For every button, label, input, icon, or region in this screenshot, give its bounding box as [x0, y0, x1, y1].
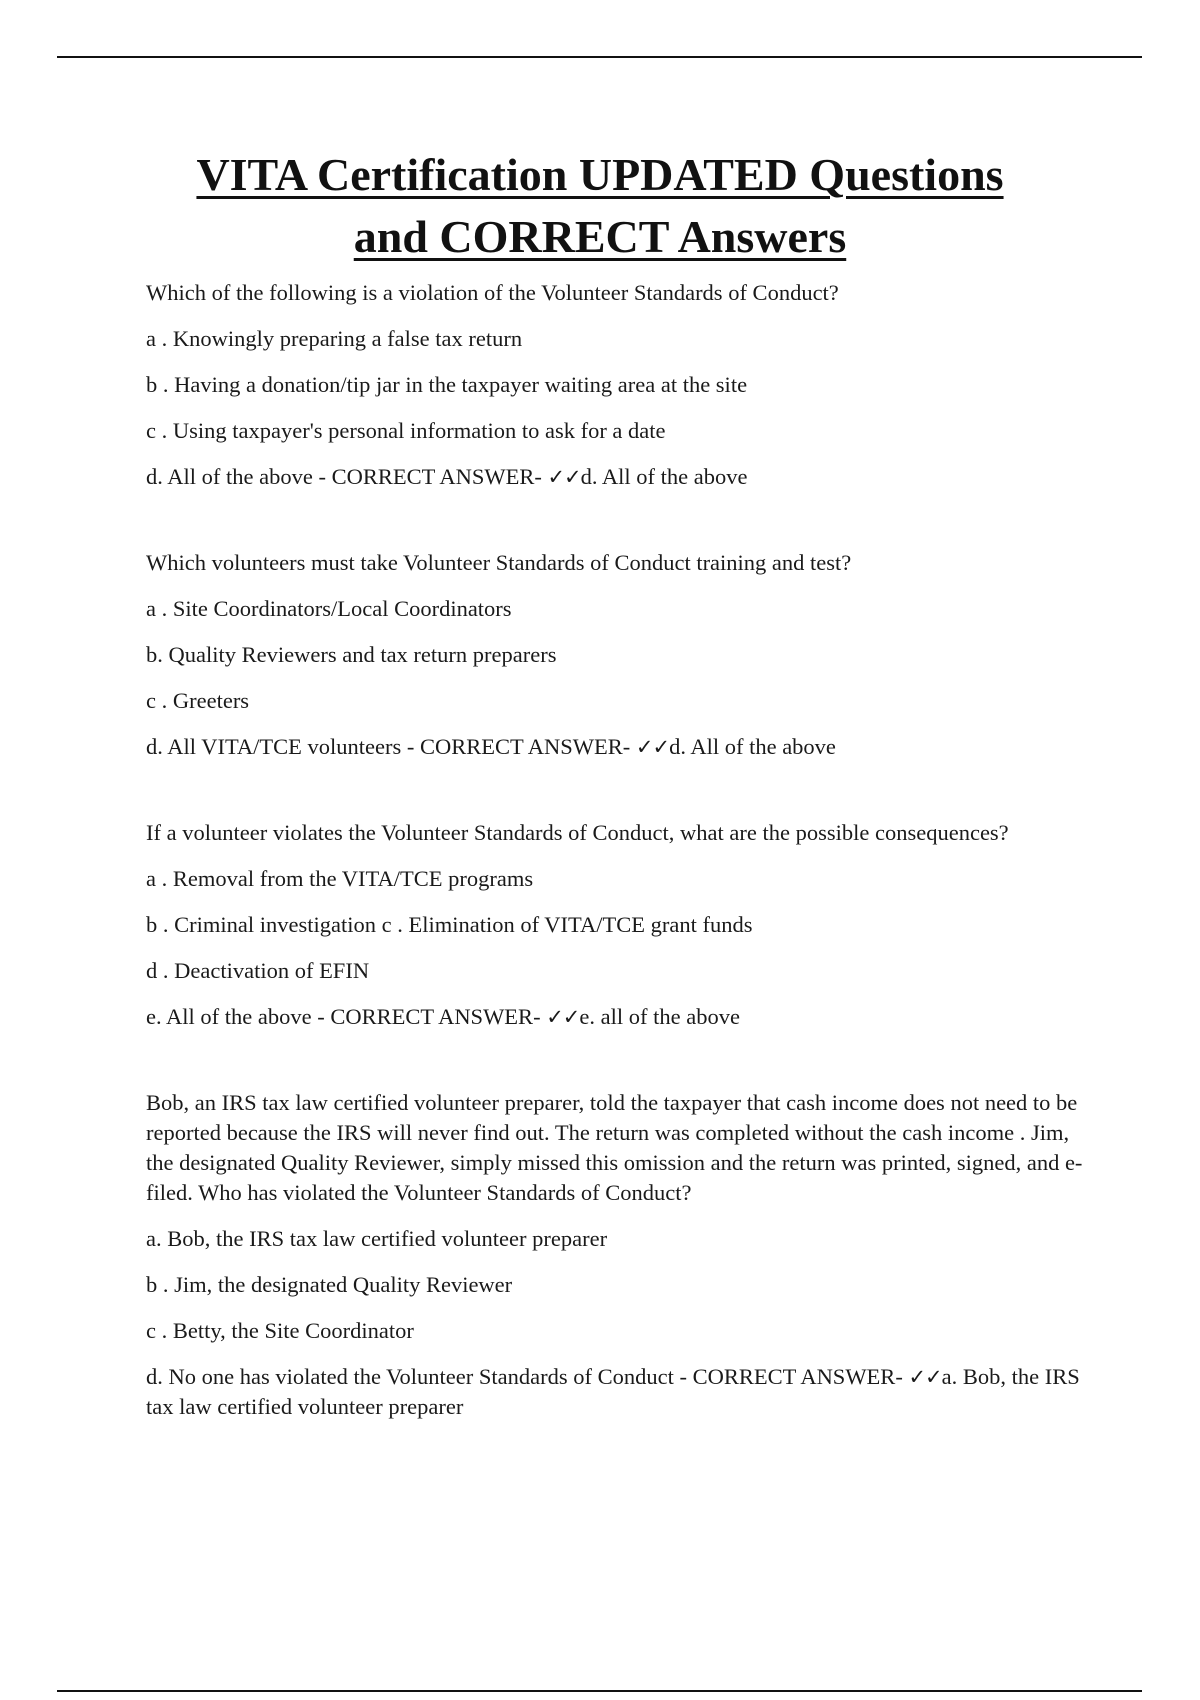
question-text: Bob, an IRS tax law certified volunteer preparer, told the taxpayer that cash income does not need to be reported because the IRS will never find out. The return was completed without the cash income . Jim, the designated Quality Reviewer, simply missed this omission and the return was printed, signed, and e-filed. Who has violated the Volunteer Standards of Conduct? — [146, 1090, 1083, 1205]
correct-answer-marker: - CORRECT ANSWER- — [318, 464, 542, 489]
double-check-icon: ✓✓ — [908, 1365, 942, 1389]
option-a: a . Knowingly preparing a false tax return — [146, 326, 523, 351]
option-b: b. Quality Reviewers and tax return preparers — [146, 642, 557, 667]
bottom-rule — [57, 1690, 1142, 1692]
option-c: c . Using taxpayer's personal information to ask for a date — [146, 418, 666, 443]
correct-answer-marker: - CORRECT ANSWER- — [679, 1364, 903, 1389]
correct-answer-marker: - CORRECT ANSWER- — [406, 734, 631, 759]
final-option: d. No one has violated the Volunteer Standards of Conduct — [146, 1364, 674, 1389]
answer-line — [146, 1002, 1086, 1032]
correct-answer: a. Bob, the IRS tax law certified volunteer preparer — [146, 1364, 1080, 1419]
option-a: a . Site Coordinators/Local Coordinators — [146, 596, 512, 621]
option-a: a . Removal from the VITA/TCE programs — [146, 866, 534, 891]
question-text: Which volunteers must take Volunteer Standards of Conduct training and test? — [146, 550, 852, 575]
title-line-1: VITA Certification UPDATED Questions — [196, 149, 1004, 200]
answer-line — [146, 732, 1086, 762]
correct-answer: d. All of the above — [669, 734, 836, 759]
question-block-4 — [146, 1088, 1086, 1422]
title-line-2: and CORRECT Answers — [353, 211, 847, 262]
option-b: b . Jim, the designated Quality Reviewer — [146, 1272, 513, 1297]
question-block-1 — [146, 278, 1086, 492]
question-list — [146, 278, 1086, 1478]
question-block-3 — [146, 818, 1086, 1032]
document-title — [80, 144, 1120, 268]
question-text: If a volunteer violates the Volunteer Standards of Conduct, what are the possible consequences? — [146, 820, 1009, 845]
double-check-icon: ✓✓ — [546, 1005, 580, 1029]
question-text: Which of the following is a violation of the Volunteer Standards of Conduct? — [146, 280, 839, 305]
option-b: b . Having a donation/tip jar in the taxpayer waiting area at the site — [146, 372, 748, 397]
correct-answer: d. All of the above — [580, 464, 748, 489]
option-d: d . Deactivation of EFIN — [146, 958, 370, 983]
question-block-2 — [146, 548, 1086, 762]
correct-answer: e. all of the above — [579, 1004, 740, 1029]
double-check-icon: ✓✓ — [635, 735, 670, 759]
double-check-icon: ✓✓ — [547, 465, 581, 489]
final-option: d. All VITA/TCE volunteers — [146, 734, 402, 759]
answer-line — [146, 462, 1086, 492]
option-c: c . Greeters — [146, 688, 250, 713]
option-c: c . Betty, the Site Coordinator — [146, 1318, 414, 1343]
option-b-c: b . Criminal investigation c . Elimination of VITA/TCE grant funds — [146, 912, 753, 937]
option-a: a. Bob, the IRS tax law certified volunteer preparer — [146, 1226, 608, 1251]
top-rule — [57, 56, 1142, 58]
correct-answer-marker: - CORRECT ANSWER- — [317, 1004, 541, 1029]
final-option: d. All of the above — [146, 464, 313, 489]
answer-line — [146, 1362, 1086, 1422]
final-option: e. All of the above — [146, 1004, 312, 1029]
